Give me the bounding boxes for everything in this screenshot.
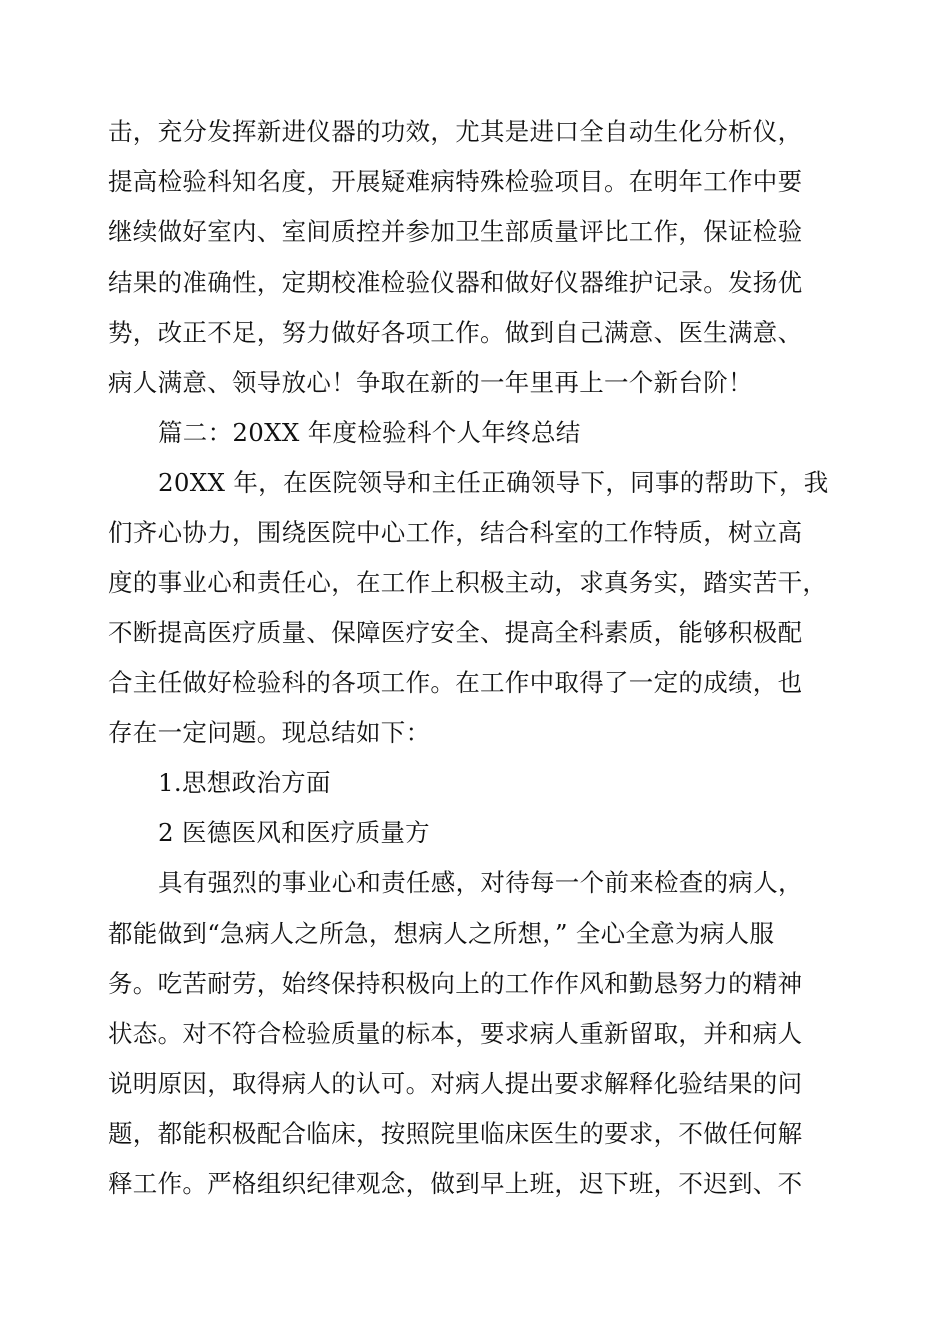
paragraph-line: 势，改正不足，努力做好各项工作。做到自己满意、医生满意、 bbox=[108, 318, 803, 347]
paragraph-line: 状态。对不符合检验质量的标本，要求病人重新留取，并和病人 bbox=[108, 1019, 803, 1048]
paragraph-line: 20XX 年，在医院领导和主任正确领导下，同事的帮助下，我 bbox=[158, 468, 829, 497]
paragraph-line: 存在一定问题。现总结如下： bbox=[108, 718, 431, 747]
paragraph-line: 不断提高医疗质量、保障医疗安全、提高全科素质，能够积极配 bbox=[108, 618, 803, 647]
paragraph-line: 说明原因，取得病人的认可。对病人提出要求解释化验结果的问 bbox=[108, 1069, 803, 1098]
paragraph-line: 们齐心协力，围绕医院中心工作，结合科室的工作特质，树立高 bbox=[108, 518, 803, 547]
list-item: 1.思想政治方面 bbox=[158, 768, 331, 797]
paragraph-line: 击，充分发挥新进仪器的功效，尤其是进口全自动生化分析仪， bbox=[108, 117, 803, 146]
paragraph-line: 都能做到“急病人之所急，想病人之所想，” 全心全意为病人服 bbox=[108, 919, 775, 948]
paragraph-line: 继续做好室内、室间质控并参加卫生部质量评比工作，保证检验 bbox=[108, 217, 803, 246]
paragraph-line: 具有强烈的事业心和责任感，对待每一个前来检查的病人， bbox=[158, 868, 803, 897]
paragraph-line: 务。吃苦耐劳，始终保持积极向上的工作作风和勤恳努力的精神 bbox=[108, 969, 803, 998]
list-item: 2 医德医风和医疗质量方 bbox=[158, 818, 430, 847]
paragraph-line: 度的事业心和责任心，在工作上积极主动，求真务实，踏实苦干， bbox=[108, 568, 828, 597]
paragraph-line: 结果的准确性，定期校准检验仪器和做好仪器维护记录。发扬优 bbox=[108, 268, 803, 297]
paragraph-line: 病人满意、领导放心！争取在新的一年里再上一个新台阶！ bbox=[108, 368, 753, 397]
paragraph-line: 释工作。严格组织纪律观念，做到早上班，迟下班，不迟到、不 bbox=[108, 1169, 803, 1198]
paragraph-line: 题，都能积极配合临床，按照院里临床医生的要求，不做任何解 bbox=[108, 1119, 803, 1148]
paragraph-line: 提高检验科知名度，开展疑难病特殊检验项目。在明年工作中要 bbox=[108, 167, 803, 196]
paragraph-line: 合主任做好检验科的各项工作。在工作中取得了一定的成绩，也 bbox=[108, 668, 803, 697]
section-heading: 篇二：20XX 年度检验科个人年终总结 bbox=[158, 418, 581, 447]
